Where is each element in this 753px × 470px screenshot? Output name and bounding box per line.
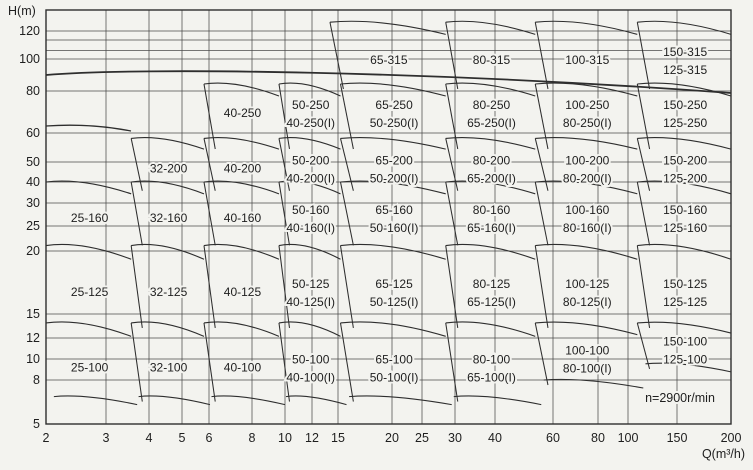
region-outline xyxy=(446,244,536,259)
region-outline xyxy=(535,182,548,245)
region-outline xyxy=(279,83,341,96)
region-label: 125-100 xyxy=(663,352,708,367)
region-outline xyxy=(535,84,548,149)
region-label: 40-200 xyxy=(223,161,262,176)
x-tick-label: 60 xyxy=(546,431,560,445)
region-outline xyxy=(535,246,548,328)
x-tick-label: 200 xyxy=(720,431,742,445)
y-tick-label: 50 xyxy=(26,155,40,169)
region-label: 150-315 xyxy=(663,45,708,60)
region-label: 25-160 xyxy=(70,211,109,226)
region-outline xyxy=(637,182,649,245)
region-label: 40-125 xyxy=(223,285,262,300)
region-label: 65-200 xyxy=(375,153,413,168)
region-label: 100-125 xyxy=(565,277,610,292)
region-label: 32-200 xyxy=(149,161,188,176)
region-outline xyxy=(340,323,353,402)
region-outline xyxy=(340,83,445,96)
region-outline xyxy=(446,138,536,150)
region-outline xyxy=(454,396,542,405)
region-outline xyxy=(211,396,284,405)
region-label: 80-125(I) xyxy=(562,295,612,310)
region-label: 80-250 xyxy=(472,97,511,112)
region-outline xyxy=(349,396,452,405)
y-tick-label: 25 xyxy=(26,219,40,233)
region-outline xyxy=(637,244,731,259)
region-outline xyxy=(535,21,637,34)
region-label: 80-200(I) xyxy=(562,171,612,186)
region-label: 40-125(I) xyxy=(286,295,336,310)
region-outline xyxy=(340,138,445,150)
region-outline xyxy=(535,138,548,190)
region-outline xyxy=(54,396,137,405)
x-tick-label: 3 xyxy=(102,431,110,445)
x-tick-label: 100 xyxy=(617,431,639,445)
region-label: 80-160(I) xyxy=(562,221,612,236)
region-label: 40-200(I) xyxy=(286,171,336,186)
x-tick-label: 4 xyxy=(145,431,153,445)
region-outline xyxy=(131,138,142,190)
region-outline xyxy=(279,244,341,259)
region-outline xyxy=(446,182,458,245)
region-label: 65-200(I) xyxy=(467,171,516,186)
region-label: 50-100(I) xyxy=(369,370,419,385)
region-label: 65-100(I) xyxy=(467,370,516,385)
region-label: 125-315 xyxy=(663,63,708,78)
region-outline xyxy=(637,138,649,190)
region-label: 80-125 xyxy=(472,277,511,292)
region-outline xyxy=(446,138,458,190)
region-outline xyxy=(279,246,290,328)
region-outline xyxy=(637,322,731,333)
region-outline xyxy=(279,323,290,402)
region-outline xyxy=(340,84,353,149)
region-label: 100-160 xyxy=(565,203,610,218)
region-label: 125-200 xyxy=(663,171,708,186)
x-tick-label: 10 xyxy=(278,431,292,445)
region-outline xyxy=(535,22,548,89)
region-label: 65-250(I) xyxy=(467,115,516,130)
region-label: 80-315 xyxy=(472,53,511,68)
region-outline xyxy=(446,22,458,89)
region-label: 65-160 xyxy=(375,203,413,218)
region-label: 80-160 xyxy=(472,203,511,218)
region-label: 100-250 xyxy=(565,97,610,112)
region-outline xyxy=(330,22,343,89)
x-tick-label: 25 xyxy=(415,431,429,445)
region-label: 50-125 xyxy=(292,277,330,292)
x-tick-label: 80 xyxy=(591,431,605,445)
y-tick-label: 15 xyxy=(26,307,40,321)
region-outline xyxy=(340,246,353,328)
y-tick-label: 80 xyxy=(26,84,40,98)
region-outline xyxy=(204,244,279,259)
region-label: 125-160 xyxy=(663,221,708,236)
region-label: 40-250(I) xyxy=(286,115,336,130)
y-tick-label: 40 xyxy=(26,175,40,189)
region-outline xyxy=(535,244,637,259)
x-tick-label: 2 xyxy=(42,431,50,445)
region-label: 50-250 xyxy=(292,97,330,112)
region-outline xyxy=(637,22,649,89)
region-outline xyxy=(340,244,445,259)
x-tick-label: 12 xyxy=(305,431,319,445)
region-outline xyxy=(46,181,131,194)
x-axis-title: Q(m³/h) xyxy=(701,447,745,461)
region-label: 50-200(I) xyxy=(369,171,419,186)
region-outline xyxy=(446,21,536,34)
region-outline xyxy=(204,138,215,190)
region-outline xyxy=(637,21,731,34)
region-outline xyxy=(637,323,649,369)
region-label: 65-125 xyxy=(375,277,413,292)
region-outline xyxy=(204,323,215,402)
x-tick-label: 15 xyxy=(331,431,345,445)
region-label: 40-160 xyxy=(223,211,262,226)
region-outline xyxy=(446,246,458,328)
region-label: 32-125 xyxy=(149,285,188,300)
region-label: 50-100 xyxy=(292,352,330,367)
x-tick-label: 8 xyxy=(248,431,256,445)
region-label: 65-125(I) xyxy=(467,295,516,310)
region-label: 100-200 xyxy=(565,153,610,168)
speed-note: n=2900r/min xyxy=(645,391,715,405)
region-outline xyxy=(46,322,131,336)
region-outline xyxy=(204,181,279,194)
region-label: 40-100(I) xyxy=(286,370,336,385)
region-outline xyxy=(446,83,536,96)
region-outline xyxy=(446,323,458,402)
x-tick-label: 40 xyxy=(488,431,502,445)
y-tick-label: 30 xyxy=(26,196,40,210)
region-outline xyxy=(204,182,215,245)
y-tick-label: 5 xyxy=(33,417,40,431)
region-outline xyxy=(446,84,458,149)
region-label: 80-200 xyxy=(472,153,511,168)
y-tick-label: 120 xyxy=(19,24,40,38)
region-label: 150-200 xyxy=(663,153,708,168)
region-label: 65-160(I) xyxy=(467,221,516,236)
region-outline xyxy=(340,322,445,336)
region-outline xyxy=(535,323,548,385)
region-outline xyxy=(637,246,649,328)
y-tick-label: 20 xyxy=(26,244,40,258)
region-label: 80-100 xyxy=(472,352,511,367)
region-outline xyxy=(637,84,649,149)
region-label: 125-250 xyxy=(663,115,708,130)
region-label: 40-100 xyxy=(223,360,262,375)
region-outline xyxy=(286,396,347,405)
region-label: 100-100 xyxy=(565,343,610,358)
region-outline xyxy=(535,322,637,335)
region-label: 65-250 xyxy=(375,97,413,112)
region-label: 50-200 xyxy=(292,153,330,168)
region-label: 150-100 xyxy=(663,334,708,349)
region-outline xyxy=(131,323,142,402)
region-label: 50-125(I) xyxy=(369,295,419,310)
y-tick-label: 8 xyxy=(33,373,40,387)
region-outline xyxy=(131,244,204,259)
x-tick-label: 6 xyxy=(205,431,213,445)
region-label: 100-315 xyxy=(565,53,610,68)
head-curve xyxy=(46,125,131,131)
region-label: 25-125 xyxy=(70,285,109,300)
region-label: 40-250 xyxy=(223,105,262,120)
region-label: 50-160(I) xyxy=(369,221,419,236)
region-outline xyxy=(131,138,204,150)
region-label: 32-100 xyxy=(149,360,188,375)
region-outline xyxy=(535,138,637,150)
region-label: 25-100 xyxy=(70,360,109,375)
region-outline xyxy=(279,182,290,245)
region-outline xyxy=(131,182,142,245)
region-label: 125-125 xyxy=(663,295,708,310)
region-label: 65-100 xyxy=(375,352,413,367)
region-outline xyxy=(46,244,131,259)
region-label: 50-250(I) xyxy=(369,115,419,130)
y-axis-title: H(m) xyxy=(8,4,36,18)
y-tick-label: 100 xyxy=(19,52,40,66)
x-tick-label: 150 xyxy=(666,431,688,445)
region-outline xyxy=(204,84,215,149)
region-label: 150-125 xyxy=(663,277,708,292)
region-outline xyxy=(340,138,353,190)
x-tick-label: 5 xyxy=(178,431,186,445)
region-outline xyxy=(204,246,215,328)
y-tick-label: 10 xyxy=(26,352,40,366)
region-outline xyxy=(204,83,279,96)
region-label: 50-160 xyxy=(292,203,330,218)
region-label: 32-160 xyxy=(149,211,188,226)
region-outline xyxy=(330,21,446,34)
x-tick-label: 20 xyxy=(385,431,399,445)
region-label: 80-100(I) xyxy=(562,361,612,376)
region-outline xyxy=(637,138,731,150)
region-label: 150-160 xyxy=(663,203,708,218)
region-outline xyxy=(446,322,536,336)
region-label: 80-250(I) xyxy=(562,115,612,130)
y-tick-label: 12 xyxy=(26,331,40,345)
region-label: 65-315 xyxy=(370,53,408,68)
y-tick-label: 60 xyxy=(26,126,40,140)
region-outline xyxy=(131,246,142,328)
region-label: 40-160(I) xyxy=(286,221,336,236)
x-tick-label: 30 xyxy=(448,431,462,445)
region-outline xyxy=(279,322,341,336)
region-outline xyxy=(340,182,353,245)
region-label: 150-250 xyxy=(663,97,708,112)
